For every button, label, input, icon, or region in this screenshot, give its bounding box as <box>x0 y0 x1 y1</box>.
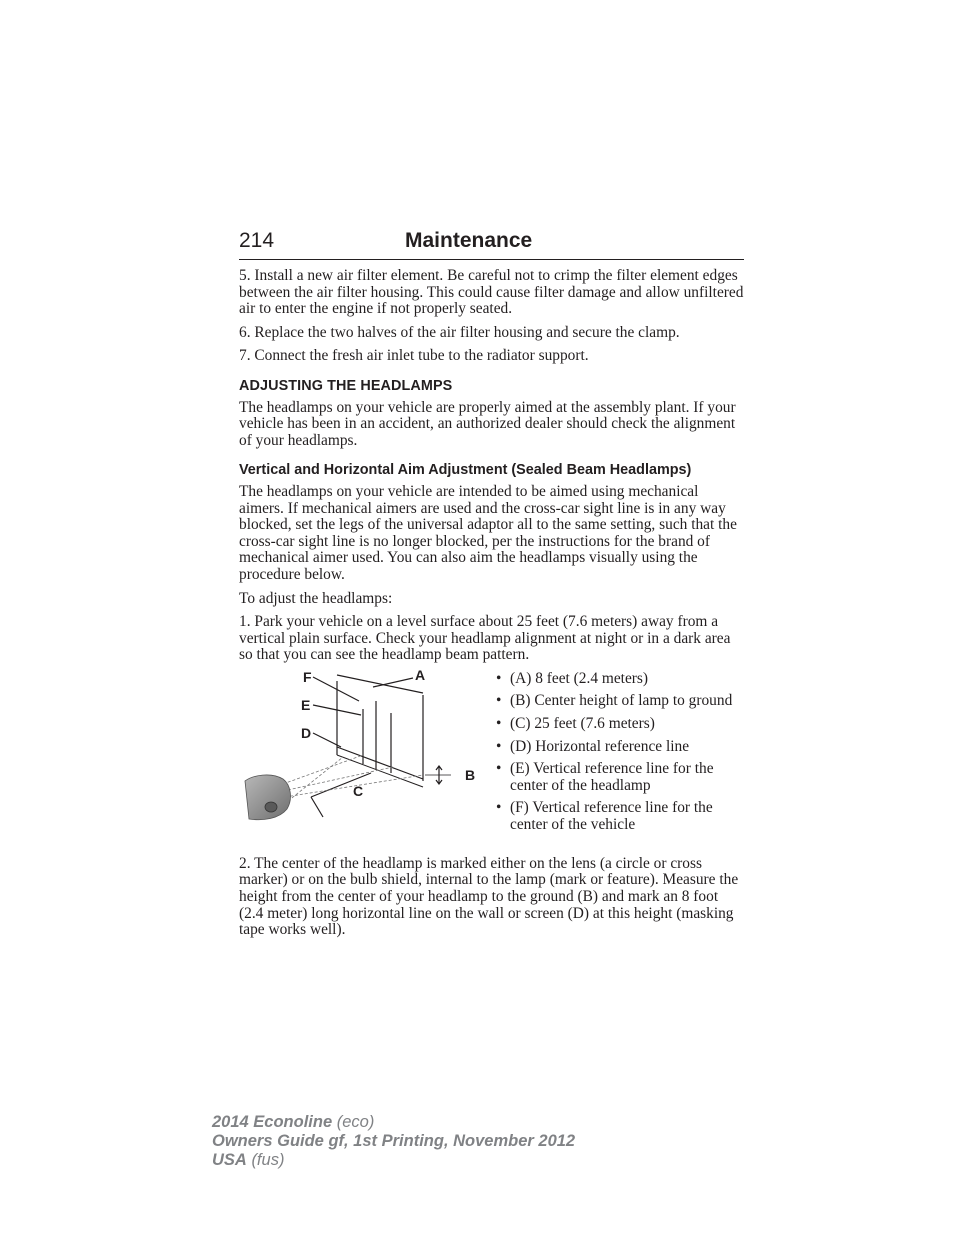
legend-item-b: • (B) Center height of lamp to ground <box>492 693 747 710</box>
diagram-legend <box>492 671 747 840</box>
footer-region-code: (fus) <box>251 1151 285 1169</box>
legend-item-d: • (D) Horizontal reference line <box>492 739 747 756</box>
page-header <box>239 229 744 260</box>
beam-line-1 <box>283 755 363 784</box>
footer-guide: Owners Guide gf, 1st Printing, November 2012 <box>212 1132 576 1150</box>
horizontal-line-d <box>337 747 423 779</box>
section-title: Maintenance <box>405 229 533 252</box>
legend-item-c: • (C) 25 feet (7.6 meters) <box>492 716 747 733</box>
label-d: D <box>301 724 312 741</box>
label-c: C <box>353 782 364 799</box>
label-e: E <box>301 696 311 713</box>
label-f: F <box>303 668 312 685</box>
headlamp-figure <box>239 668 745 849</box>
footer-model: 2014 Econoline <box>212 1113 333 1131</box>
legend-item-a: • (A) 8 feet (2.4 meters) <box>492 671 747 688</box>
page-number: 214 <box>239 229 275 252</box>
label-a: A <box>415 668 426 683</box>
page-content <box>239 268 745 946</box>
dimension-line-a <box>337 675 423 693</box>
legend-item-f: • (F) Vertical reference line for the center of the vehicle <box>492 800 747 833</box>
step-5: 5. Install a new air filter element. Be careful not to crimp the filter element edges between the air filter housing. This could cause filter damage and allow unfiltered air to enter the engine if not properly seated. <box>239 267 744 318</box>
vehicle-wheel <box>265 802 277 812</box>
step-7: 7. Connect the fresh air inlet tube to the radiator support. <box>239 347 589 365</box>
paragraph-adjusting: The headlamps on your vehicle are properly aimed at the assembly plant. If your vehicle has been in an accident, an authorized dealer should check the alignment of your headlamps. <box>239 398 736 449</box>
step-6: 6. Replace the two halves of the air filter housing and secure the clamp. <box>239 323 680 341</box>
legend-item-e: • (E) Vertical reference line for the center of the headlamp <box>492 761 747 794</box>
footer-region: USA <box>212 1151 247 1169</box>
leader-f <box>313 677 359 701</box>
footer-model-code: (eco) <box>336 1113 375 1131</box>
heading-adjusting-headlamps: ADJUSTING THE HEADLAMPS <box>239 377 453 394</box>
subheading-aim-adjustment: Vertical and Horizontal Aim Adjustment (Sealed Beam Headlamps) <box>239 462 692 479</box>
beam-line-2 <box>283 767 393 791</box>
step-2: 2. The center of the headlamp is marked either on the lens (a circle or cross marker) or on the bulb shield, internal to the lamp (mark or feature). Measure the height from the center of your headlamp to the ground (B) and mark an 8 foot (2.4 meter) long horizontal line on the wall or screen (D) at this height (masking tape works well). <box>239 854 739 939</box>
page-footer <box>212 1113 575 1170</box>
headlamp-aim-diagram <box>243 669 483 831</box>
step-1: 1. Park your vehicle on a level surface about 25 feet (7.6 meters) away from a vertical plain surface. Check your headlamp alignment at night or in a dark area so that you can see the headlamp beam pattern. <box>239 613 731 664</box>
vehicle-icon <box>245 775 290 820</box>
beam-line-4 <box>288 757 343 801</box>
label-b: B <box>465 766 476 783</box>
paragraph-to-adjust: To adjust the headlamps: <box>239 589 393 607</box>
paragraph-aim: The headlamps on your vehicle are intended to be aimed using mechanical aimers. If mechanical aimers are used and the cross-car sight line is in any way blocked, set the legs of the universal adaptor all to the same setting, such that the cross-car sight line is no longer blocked, per the instructions for the brand of mechanical aimer used. You can also aim the headlamps visually using the procedure below. <box>239 482 737 583</box>
